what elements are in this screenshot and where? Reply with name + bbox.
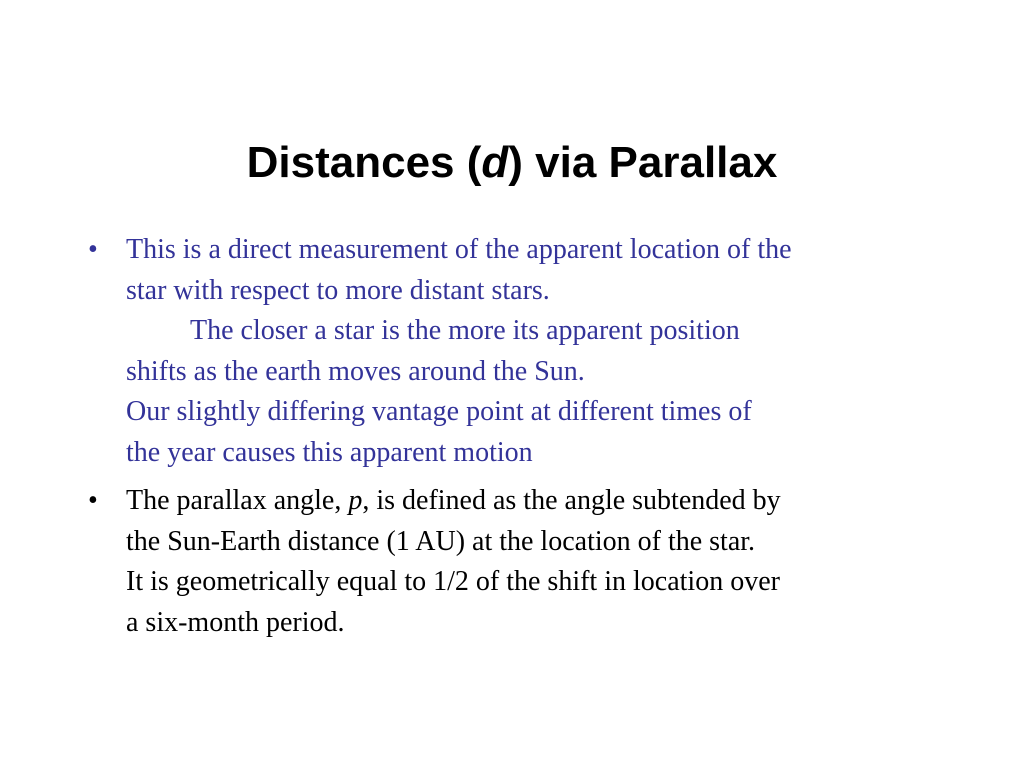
bullet-item-parallax-angle <box>88 481 968 643</box>
bullet2-line-1-before: The parallax angle, <box>126 485 349 516</box>
bullet2-line-1 <box>126 481 968 522</box>
bullet2-variable-p: p <box>348 485 363 516</box>
slide-title <box>0 133 1024 193</box>
title-text-before: Distances ( <box>246 138 482 188</box>
bullet-item-direct-measurement <box>88 230 968 473</box>
bullet1-line-1: This is a direct measurement of the apparent location of the <box>126 234 792 265</box>
bullet1-line-4: shifts as the earth moves around the Sun. <box>126 355 585 387</box>
title-text-after: ) via Parallax <box>508 138 778 188</box>
title-variable-d: d <box>481 138 509 188</box>
bullet2-line-2: the Sun-Earth distance (1 AU) at the location of the star. <box>126 525 756 557</box>
bullet-list <box>88 230 968 643</box>
bullet2-line-4: a six-month period. <box>126 606 345 638</box>
bullet2-line-3: It is geometrically equal to 1/2 of the shift in location over <box>126 566 780 597</box>
bullet2-line-1-after: , is defined as the angle subtended by <box>362 485 781 516</box>
bullet1-line-5: Our slightly differing vantage point at different times of <box>126 396 752 427</box>
bullet1-line-2: star with respect to more distant stars. <box>126 274 550 306</box>
bullet-marker: • <box>88 485 98 516</box>
bullet1-line-6: the year causes this apparent motion <box>126 436 533 468</box>
bullet-marker: • <box>88 234 98 265</box>
bullet1-line-3: The closer a star is the more its apparent position <box>190 315 740 346</box>
